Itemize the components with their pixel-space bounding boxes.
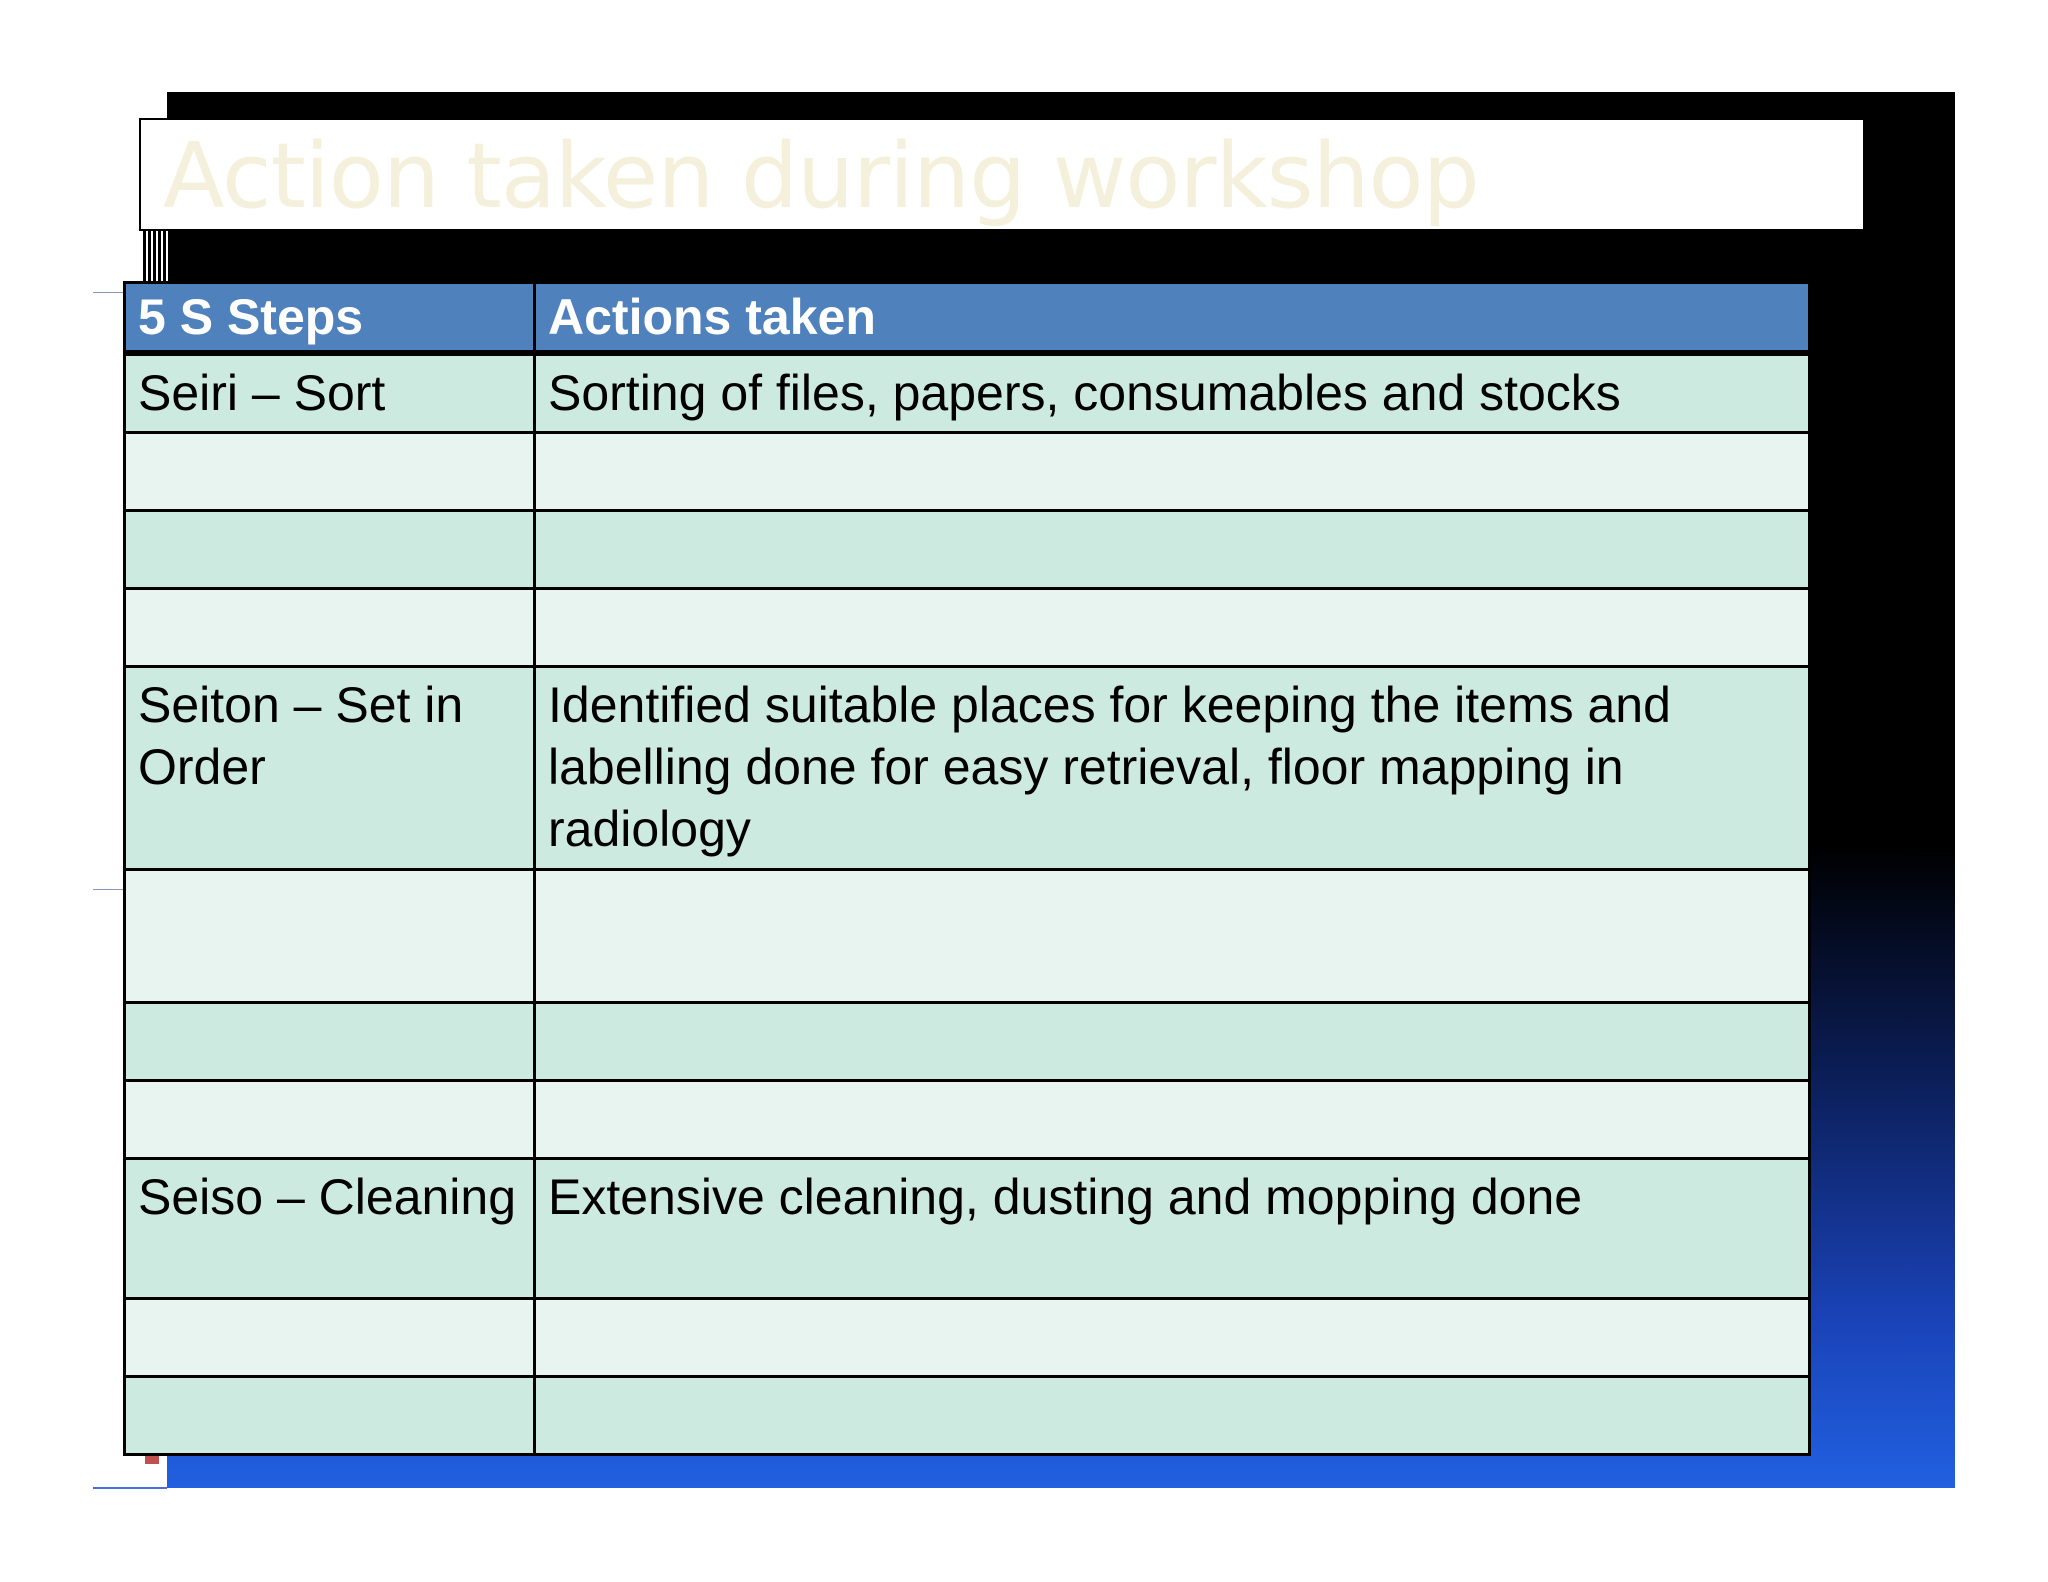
- action-cell: [535, 1081, 1810, 1159]
- slide-title: Action taken during workshop: [163, 124, 1479, 229]
- action-cell: [535, 1299, 1810, 1377]
- five-s-table: [123, 281, 1811, 1456]
- table-row: [125, 1081, 1810, 1159]
- action-cell: [535, 1377, 1810, 1455]
- table-row: [125, 1299, 1810, 1377]
- table-row: [125, 353, 1810, 433]
- action-cell: [535, 1003, 1810, 1081]
- table-row: [125, 870, 1810, 1003]
- step-cell: Seiri – Sort: [125, 353, 535, 433]
- step-cell: Seiso – Cleaning: [125, 1159, 535, 1299]
- action-cell: [535, 511, 1810, 589]
- step-cell: [125, 1377, 535, 1455]
- action-cell: Sorting of files, papers, consumables and stocks: [535, 353, 1810, 433]
- left-rule: [93, 1487, 167, 1489]
- step-cell: [125, 1003, 535, 1081]
- step-cell: [125, 589, 535, 667]
- action-cell: Identified suitable places for keeping the items and labelling done for easy retrieval, floor mapping in radiology: [535, 667, 1810, 870]
- action-cell: [535, 870, 1810, 1003]
- title-decoration: [141, 231, 169, 281]
- step-cell: [125, 511, 535, 589]
- table-row: [125, 433, 1810, 511]
- action-cell: Extensive cleaning, dusting and mopping done: [535, 1159, 1810, 1299]
- action-cell: [535, 433, 1810, 511]
- step-cell: [125, 1081, 535, 1159]
- table-row: [125, 511, 1810, 589]
- table-row: [125, 1003, 1810, 1081]
- action-cell: [535, 589, 1810, 667]
- step-cell: [125, 1299, 535, 1377]
- column-header-steps: 5 S Steps: [125, 283, 535, 354]
- table-header-row: [125, 283, 1810, 354]
- table-row: [125, 667, 1810, 870]
- step-cell: [125, 870, 535, 1003]
- table-row: [125, 589, 1810, 667]
- table-row: [125, 1377, 1810, 1455]
- table-row: [125, 1159, 1810, 1299]
- column-header-actions: Actions taken: [535, 283, 1810, 354]
- title-box: [139, 118, 1865, 231]
- step-cell: Seiton – Set in Order: [125, 667, 535, 870]
- step-cell: [125, 433, 535, 511]
